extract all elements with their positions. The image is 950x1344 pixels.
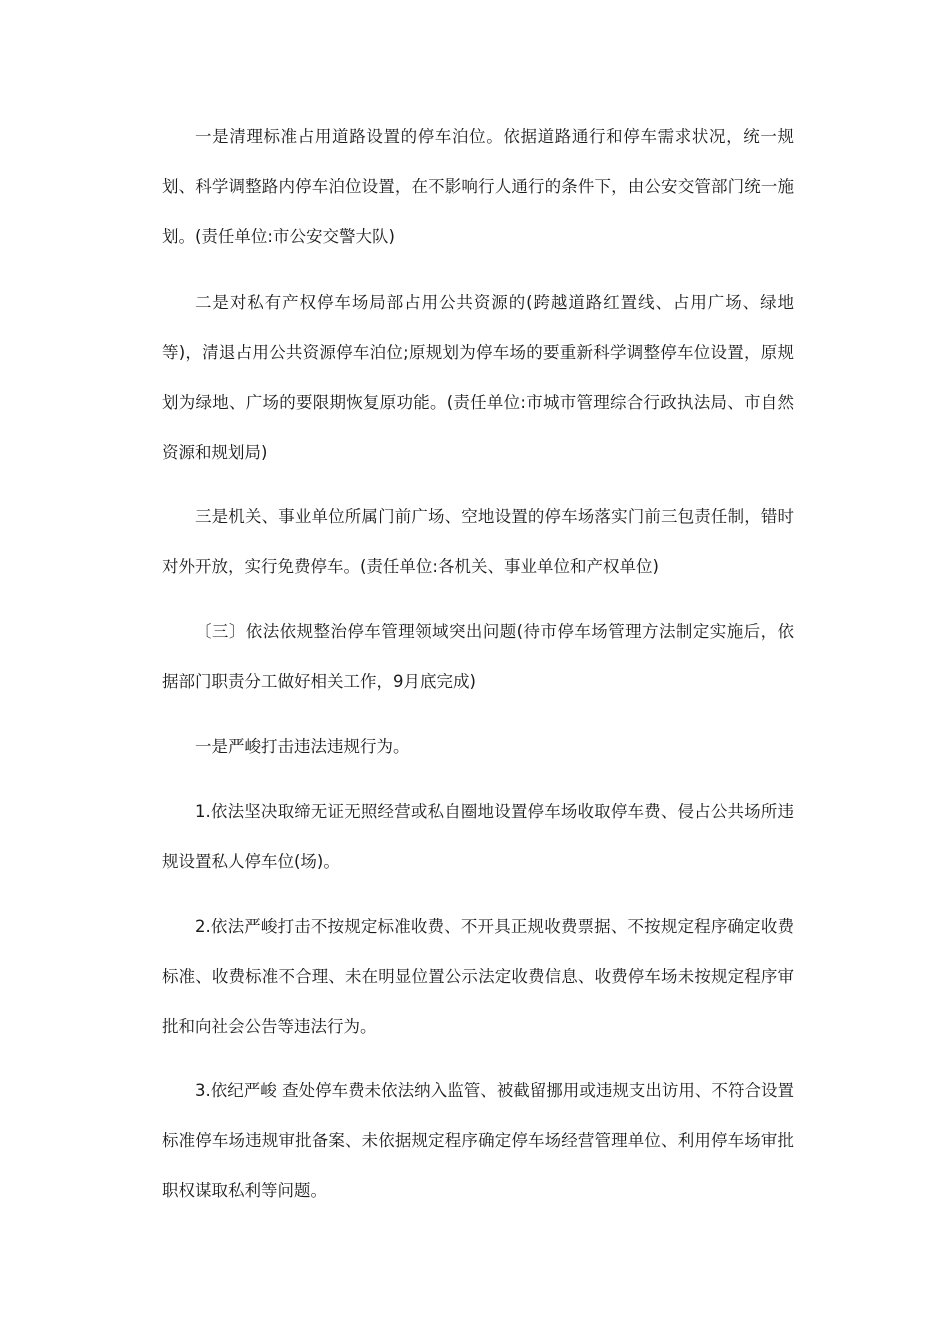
paragraph-agency-parking-open: 三是机关、事业单位所属门前广场、空地设置的停车场落实门前三包责任制，错时对外开放，实行免费停车。(责任单位:各机关、事业单位和产权单位) (162, 507, 794, 576)
list-item-1-ban-unlicensed: 1.依法坚决取缔无证无照经营或私自圈地设置停车场收取停车费、侵占公共场所违规设置私人停车位(场)。 (162, 802, 794, 871)
list-item-2-illegal-charges: 2.依法严峻打击不按规定标准收费、不开具正规收费票据、不按规定程序确定收费标准、收费标准不合理、未在明显位置公示法定收费信息、收费停车场未按规定程序审批和向社会公告等违法行为。 (162, 917, 794, 1036)
section-heading-rectify-issues: 〔三〕依法依规整治停车管理领域突出问题(待市停车场管理方法制定实施后，依据部门职责分工做好相关工作，9月底完成) (162, 622, 794, 691)
paragraph-crackdown-intro: 一是严峻打击违法违规行为。 (195, 737, 410, 756)
paragraph-private-parking-public-resources: 二是对私有产权停车场局部占用公共资源的(跨越道路红置线、占用广场、绿地等)，清退占用公共资源停车泊位;原规划为停车场的要重新科学调整停车位设置，原规划为绿地、广场的要限期恢复原功能。(责任单位:市城市管理综合行政执法局、市自然资源和规划局) (162, 293, 794, 462)
paragraph-clear-road-parking: 一是清理标准占用道路设置的停车泊位。依据道路通行和停车需求状况，统一规划、科学调整路内停车泊位设置，在不影响行人通行的条件下，由公安交管部门统一施划。(责任单位:市公安交警大队) (162, 127, 794, 246)
list-item-3-discipline-investigation: 3.依纪严峻 查处停车费未依法纳入监管、被截留挪用或违规支出访用、不符合设置标准停车场违规审批备案、未依据规定程序确定停车场经营管理单位、利用停车场审批职权谋取私利等问题。 (162, 1081, 794, 1200)
